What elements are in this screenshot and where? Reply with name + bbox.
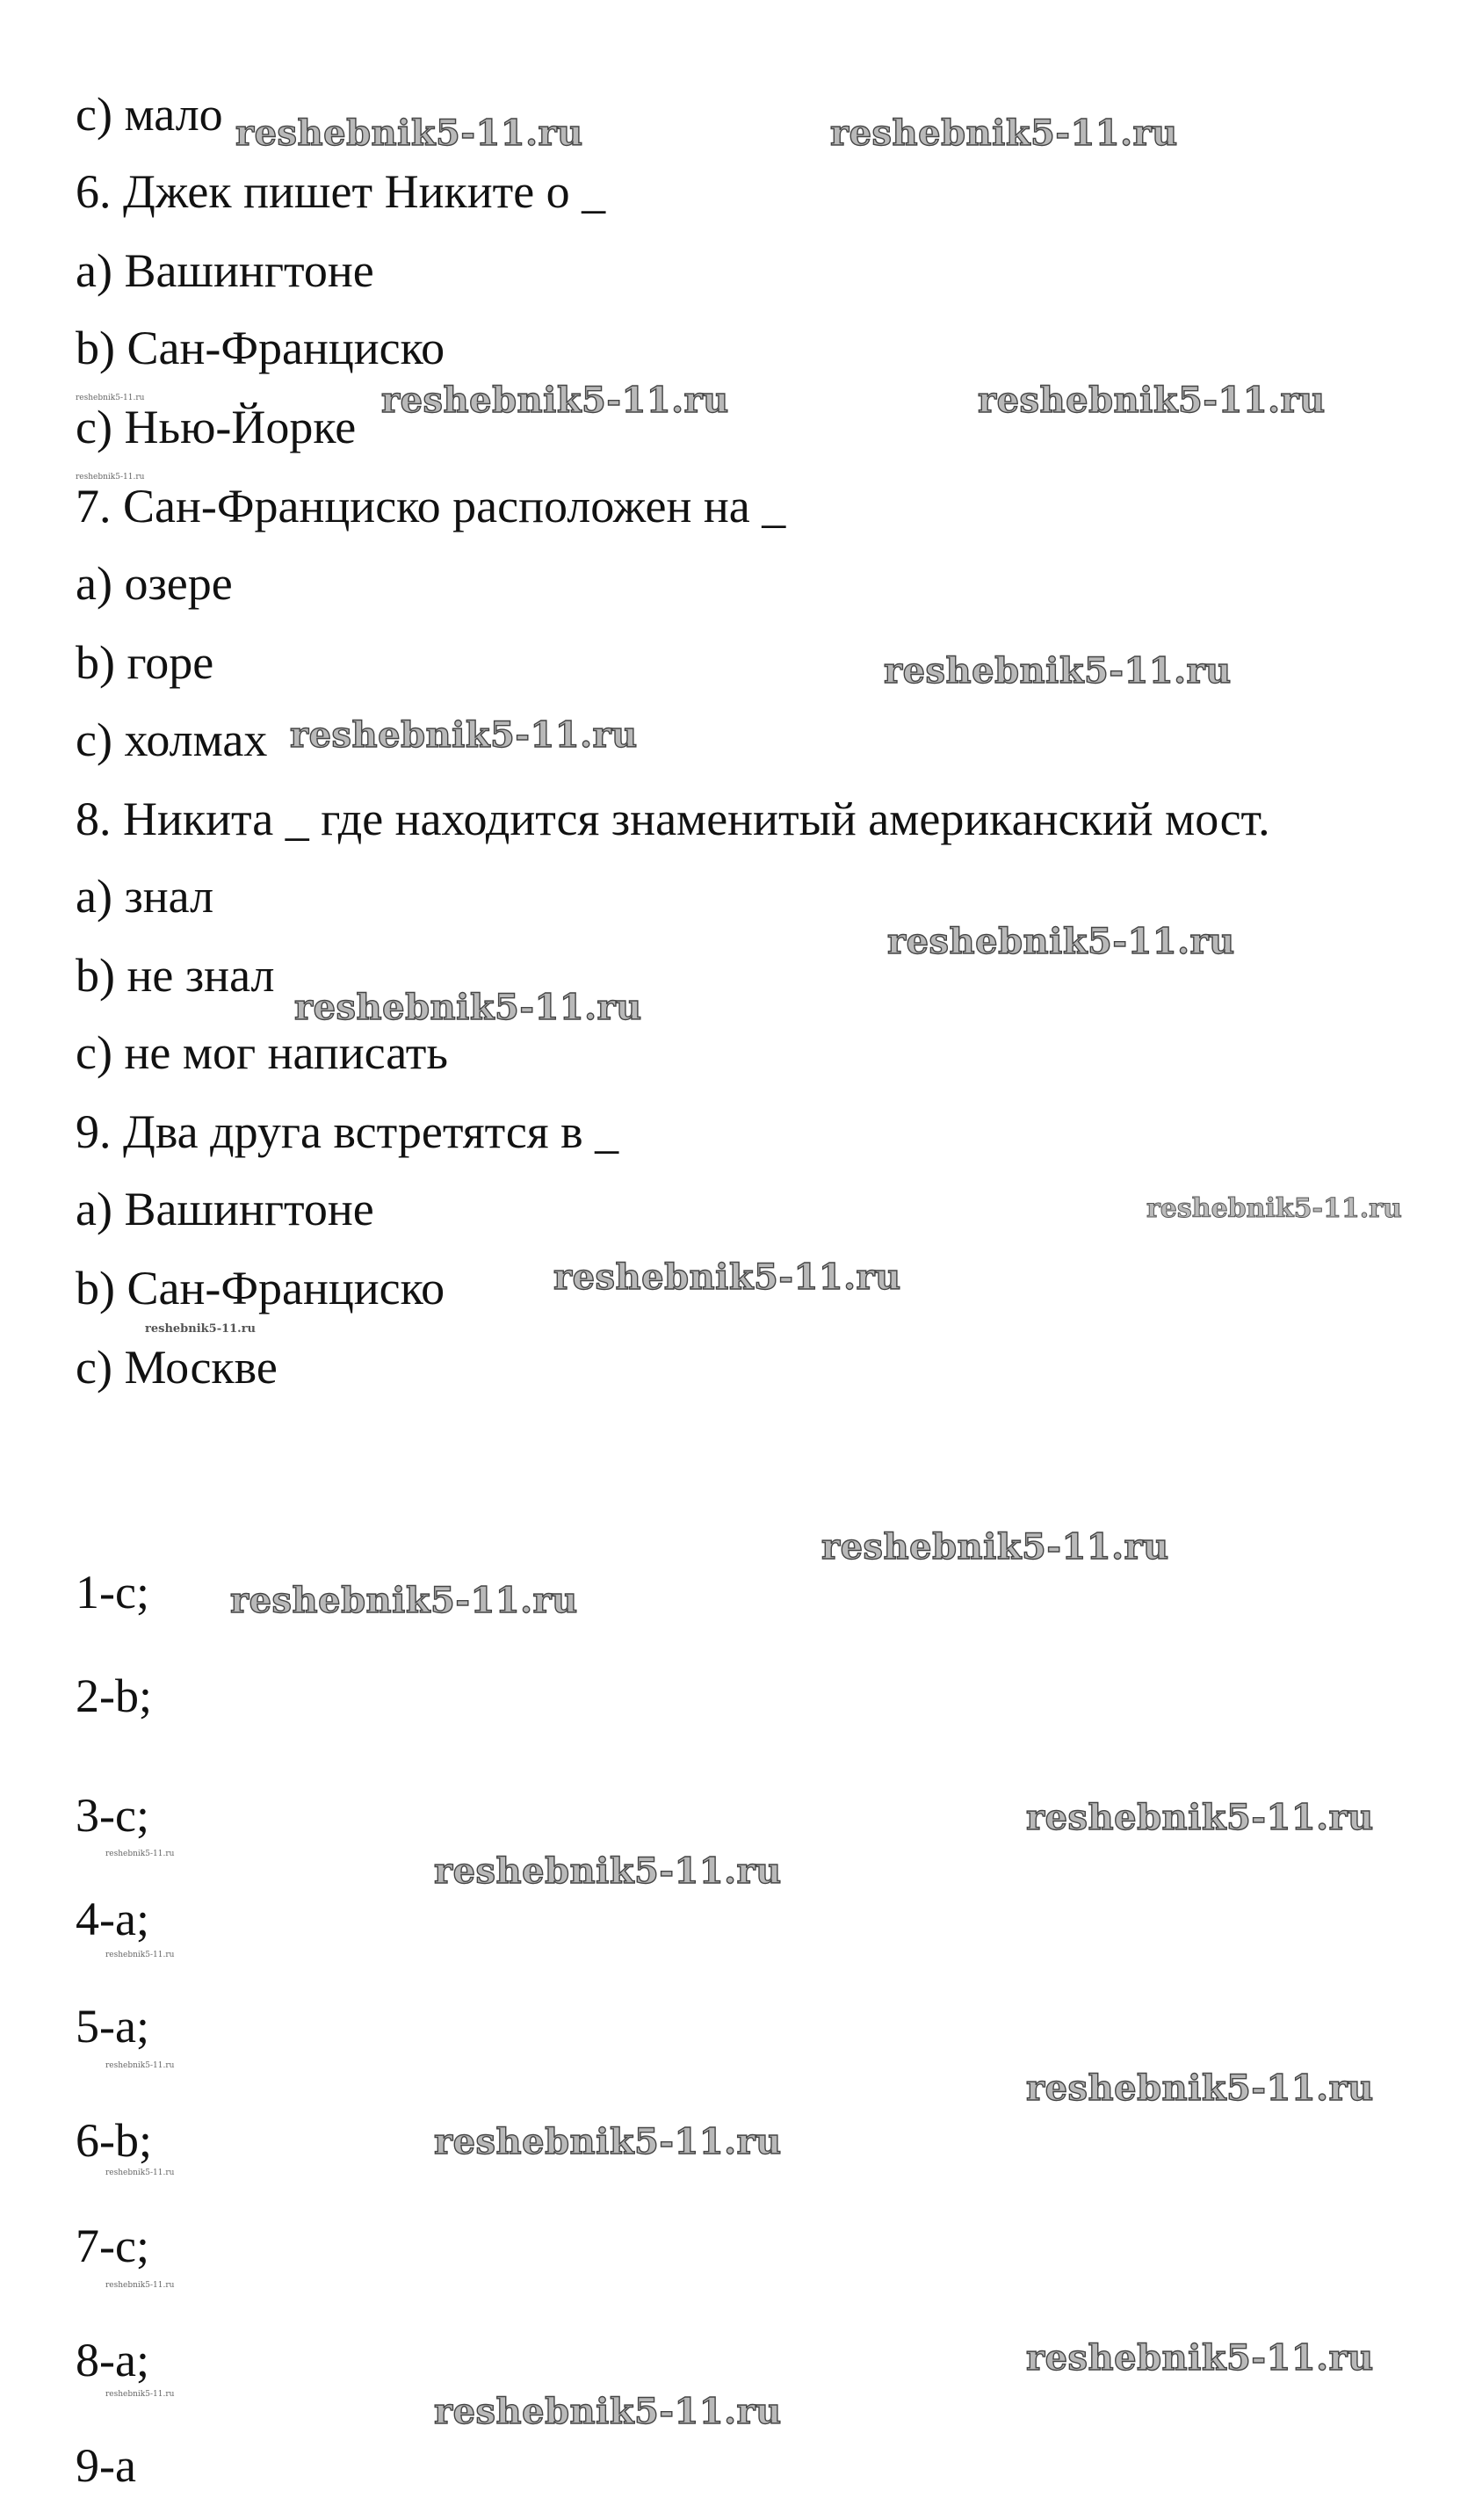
q8-question: 8. Никита _ где находится знаменитый американский мост. xyxy=(76,793,1270,845)
answer-3: 3-c; xyxy=(76,1789,149,1842)
watermark: reshebnik5-11.ru xyxy=(294,987,642,1028)
watermark: reshebnik5-11.ru xyxy=(978,380,1326,421)
watermark: reshebnik5-11.ru xyxy=(887,921,1235,962)
q6-option-c: c) Нью-Йорке xyxy=(76,401,357,453)
watermark: reshebnik5-11.ru xyxy=(884,650,1232,692)
watermark: reshebnik5-11.ru xyxy=(830,112,1178,154)
q6-option-a: a) Вашингтоне xyxy=(76,244,374,297)
watermark: reshebnik5-11.ru xyxy=(821,1526,1169,1568)
q7-option-b: b) горе xyxy=(76,636,214,689)
q9-option-b: b) Сан-Франциско xyxy=(76,1262,445,1314)
answer-4: 4-a; xyxy=(76,1893,149,1945)
watermark: reshebnik5-11.ru xyxy=(105,2281,175,2290)
watermark: reshebnik5-11.ru xyxy=(1026,2067,1374,2109)
watermark: reshebnik5-11.ru xyxy=(1146,1193,1402,1224)
watermark: reshebnik5-11.ru xyxy=(1026,1797,1374,1838)
watermark: reshebnik5-11.ru xyxy=(105,2169,175,2177)
watermark: reshebnik5-11.ru xyxy=(290,714,638,756)
q5-option-c: c) мало xyxy=(76,88,223,141)
answer-1: 1-c; xyxy=(76,1566,149,1618)
q6-question: 6. Джек пишет Никите о _ xyxy=(76,165,606,218)
watermark: reshebnik5-11.ru xyxy=(105,1951,175,1959)
answer-7: 7-c; xyxy=(76,2219,149,2272)
answer-8: 8-a; xyxy=(76,2334,149,2386)
watermark: reshebnik5-11.ru xyxy=(76,473,145,482)
watermark: reshebnik5-11.ru xyxy=(235,112,583,154)
watermark: reshebnik5-11.ru xyxy=(145,1322,257,1336)
watermark: reshebnik5-11.ru xyxy=(434,2121,782,2162)
q8-option-b: b) не знал xyxy=(76,949,275,1002)
answer-6: 6-b; xyxy=(76,2114,152,2167)
q9-question: 9. Два друга встретятся в _ xyxy=(76,1105,619,1158)
q9-option-c: c) Москве xyxy=(76,1341,278,1394)
q8-option-c: c) не мог написать xyxy=(76,1026,449,1079)
watermark: reshebnik5-11.ru xyxy=(105,2061,175,2070)
watermark: reshebnik5-11.ru xyxy=(105,2390,175,2399)
q8-option-a: a) знал xyxy=(76,870,214,923)
watermark: reshebnik5-11.ru xyxy=(76,394,145,402)
q7-option-c: c) холмах xyxy=(76,713,268,766)
q7-option-a: a) озере xyxy=(76,557,233,610)
q6-option-b: b) Сан-Франциско xyxy=(76,322,445,374)
q9-option-a: a) Вашингтоне xyxy=(76,1183,374,1235)
watermark: reshebnik5-11.ru xyxy=(553,1256,901,1298)
watermark: reshebnik5-11.ru xyxy=(434,2391,782,2432)
watermark: reshebnik5-11.ru xyxy=(434,1850,782,1892)
answer-2: 2-b; xyxy=(76,1669,152,1722)
watermark: reshebnik5-11.ru xyxy=(105,1850,175,1858)
q7-question: 7. Сан-Франциско расположен на _ xyxy=(76,480,786,532)
watermark: reshebnik5-11.ru xyxy=(1026,2337,1374,2379)
watermark: reshebnik5-11.ru xyxy=(230,1580,578,1621)
answer-9: 9-a xyxy=(76,2439,136,2492)
answer-5: 5-a; xyxy=(76,2000,149,2053)
watermark: reshebnik5-11.ru xyxy=(381,380,729,421)
